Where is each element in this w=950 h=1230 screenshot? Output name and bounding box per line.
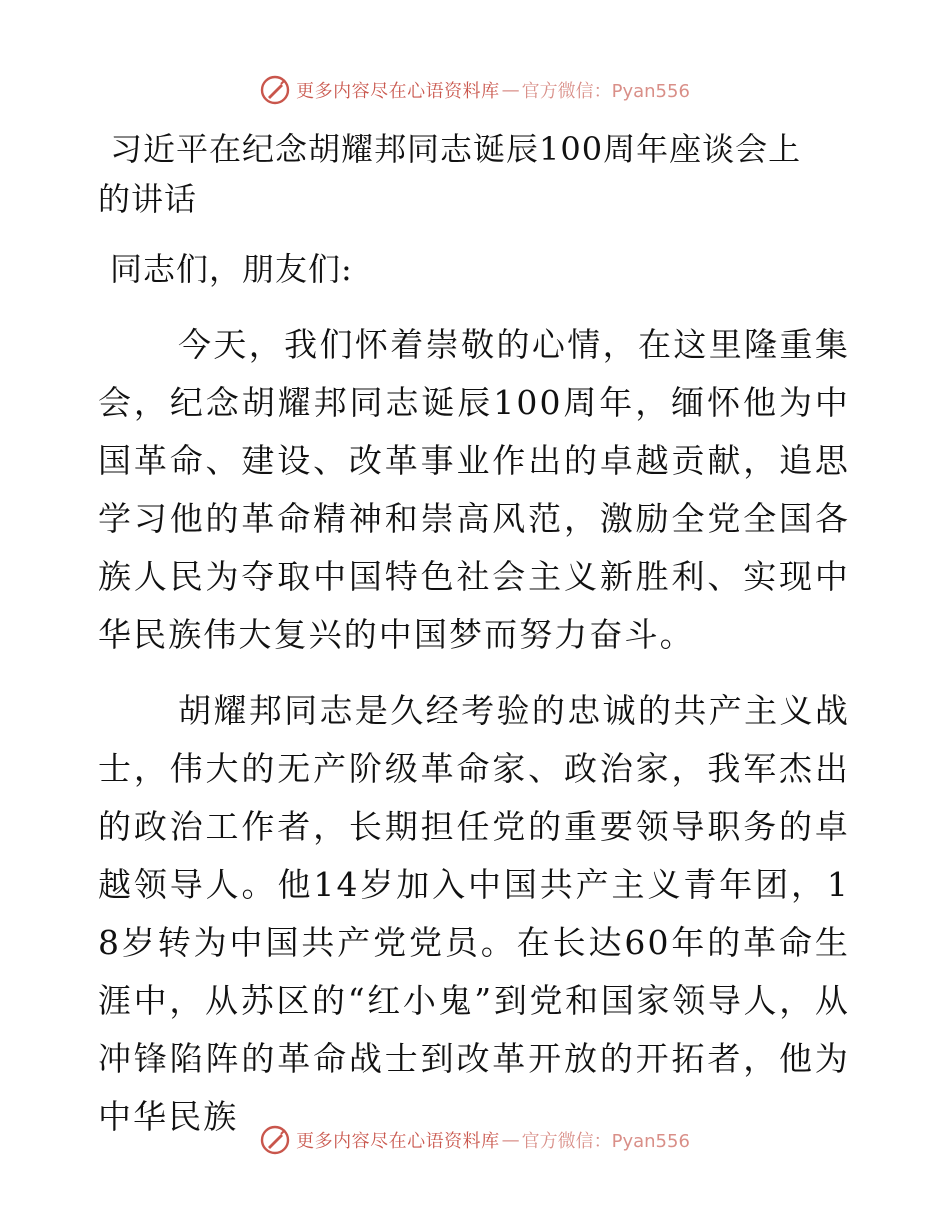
banner-brand-text: 更多内容尽在心语资料库 [296,81,500,102]
banner-wechat-text: 官方微信：Pyan556 [521,81,690,102]
quill-logo-icon [260,1125,290,1155]
banner-brand-text: 更多内容尽在心语资料库 [296,1131,500,1152]
paragraph-1: 今天，我们怀着崇敬的心情，在这里隆重集会，纪念胡耀邦同志诞辰100周年，缅怀他为中国革命、建设、改革事业作出的卓越贡献，追思学习他的革命精神和崇高风范，激励全党全国各族人民为夺取中国特色社会主义新胜利、实现中华民族伟大复兴的中国梦而努力奋斗。 [98,325,850,654]
paragraph-2: 胡耀邦同志是久经考验的忠诚的共产主义战士，伟大的无产阶级革命家、政治家，我军杰出的政治工作者，长期担任党的重要领导职务的卓越领导人。他14岁加入中国共产主义青年团，18岁转为中国共产党党员。在长达60年的革命生涯中，从苏区的“红小鬼”到党和国家领导人，从冲锋陷阵的革命战士到改革开放的开拓者，他为中华民族 [98,691,850,1136]
document-title [98,124,850,224]
salutation: 同志们，朋友们: [110,250,353,288]
banner-wechat-text: 官方微信：Pyan556 [521,1131,690,1152]
header-watermark-banner [0,73,950,107]
quill-logo-icon [260,75,290,105]
document-body [98,124,850,1146]
banner-separator: — [501,79,520,101]
title-line-2: 的讲话 [98,180,198,218]
footer-watermark-banner [0,1123,950,1157]
banner-separator: — [501,1129,520,1151]
title-line-1: 习近平在纪念胡耀邦同志诞辰100周年座谈会上 [110,130,802,168]
